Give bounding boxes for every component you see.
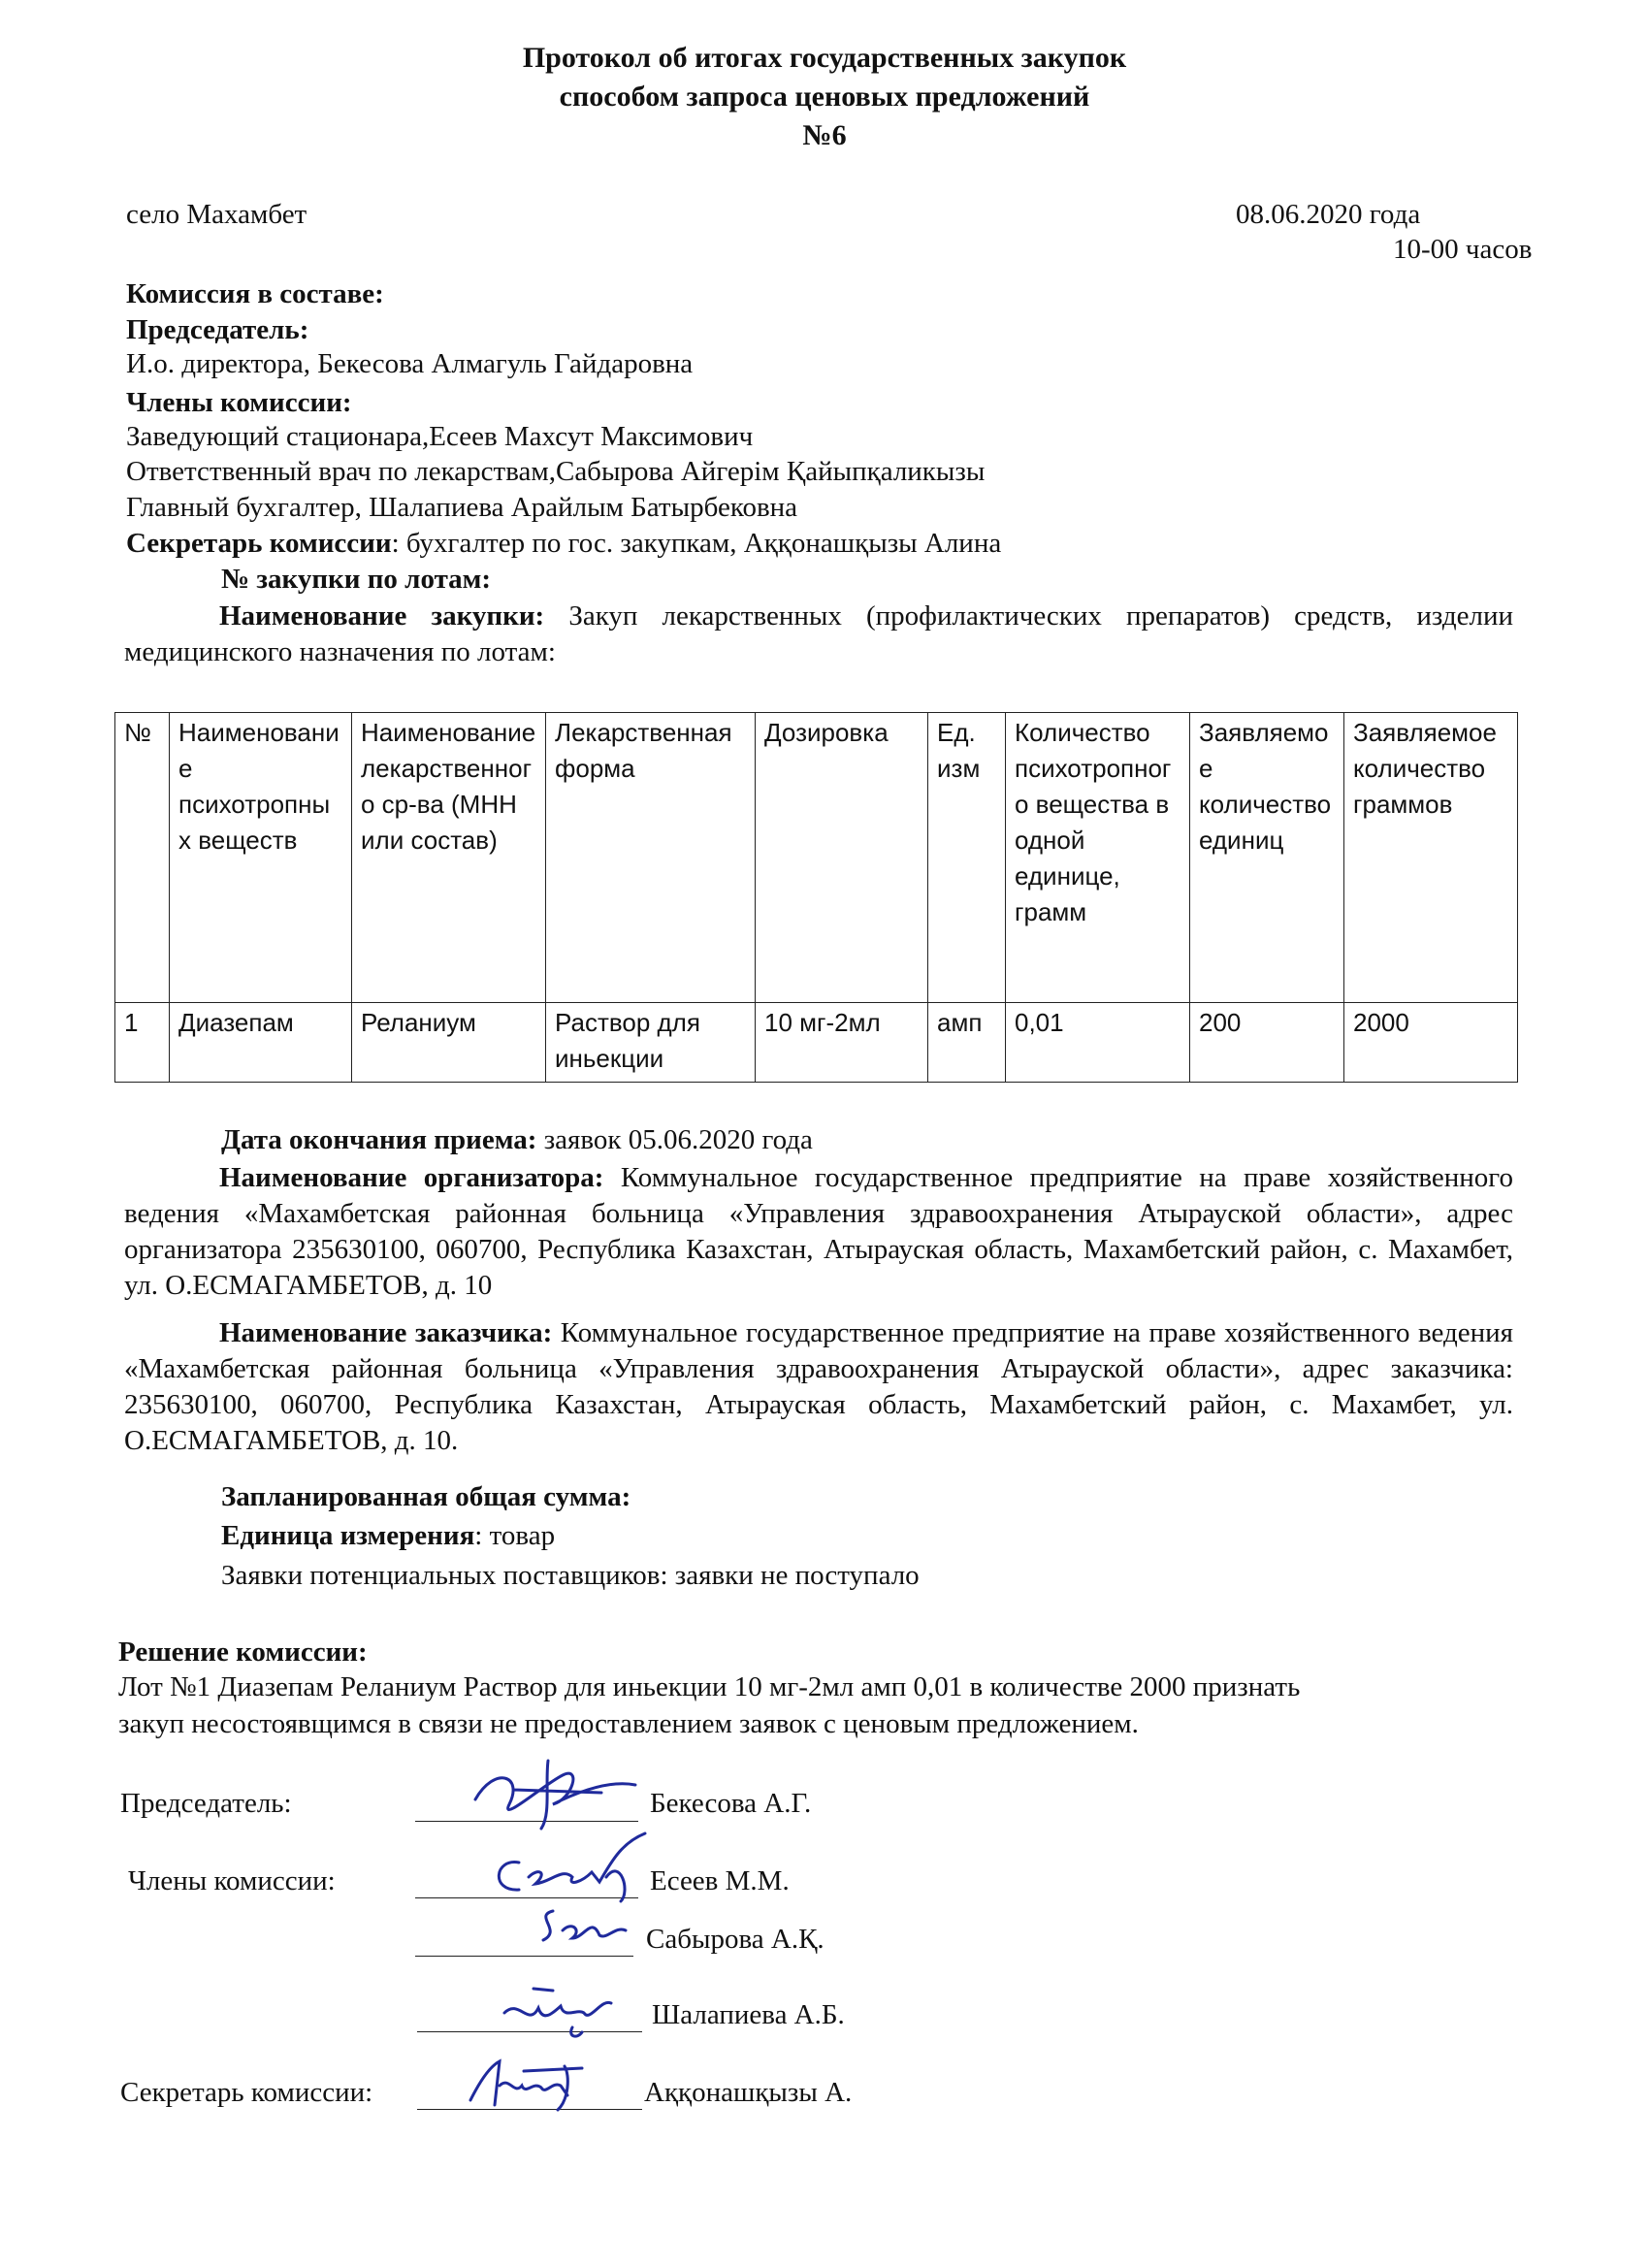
member-1: Заведующий стационара,Есеев Махсут Максимович [126,421,754,452]
member-3: Главный бухгалтер, Шалапиева Арайлым Батырбековна [126,492,798,523]
table-header-cell: Лекарственная форма [546,713,756,1003]
table-cell: 2000 [1344,1002,1518,1082]
signature-members-label: Члены комиссии: [128,1865,336,1896]
signature-member3-name: Шалапиева А.Б. [652,1999,845,2030]
signature-chair-label: Председатель: [120,1788,292,1819]
table-header-cell: Наименование психотропных веществ [170,713,352,1003]
signature-secretary-label: Секретарь комиссии: [120,2077,373,2108]
table-header-row [115,713,1518,1003]
customer: Коммунальное государственное предприятие на праве хозяйственного ведения «Махамбетская районная больница «Управления здравоохранения Атырауской области», адрес заказчика: 235630100, 060700, Республика Казахстан, Атырауская область, Махамбетский район, с. Махамбет, ул. О.ЕСМАГАМБЕТОВ, д. 10. [124,1317,1513,1456]
table-header-cell: Ед. изм [928,713,1006,1003]
deadline: заявок 05.06.2020 года [536,1124,813,1155]
date: 08.06.2020 года [1236,199,1421,230]
place: село Махамбет [126,199,307,230]
decision-line-1: Лот №1 Диазепам Реланиум Раствор для иньекции 10 мг-2мл амп 0,01 в количестве 2000 признать [118,1671,1301,1702]
table-cell: 10 мг-2мл [756,1002,928,1082]
signature-secretary-name: Аққонашқызы А. [644,2077,853,2108]
commission-heading: Комиссия в составе: [126,278,384,309]
customer-label: Наименование заказчика: [219,1317,553,1348]
lots-label: № закупки по лотам: [221,564,492,595]
secretary-line [126,527,1001,560]
table-header-cell: Заявляемое количество граммов [1344,713,1518,1003]
document-title-number: №6 [802,119,847,151]
members-label: Члены комиссии: [126,387,352,418]
secretary-signature [456,2047,601,2124]
table-header-cell: Количество психотропного вещества в одной единице, грамм [1006,713,1190,1003]
purchase-name-label: Наименование закупки: [219,600,545,632]
customer-paragraph [124,1315,1513,1459]
table-cell: Раствор для иньекции [546,1002,756,1082]
deadline-label: Дата окончания приема: [221,1124,537,1155]
member3-signature [485,1969,630,2047]
document-title-line1: Протокол об итогах государственных закупок [522,42,1127,74]
secretary: : бухгалтер по гос. закупкам, Аққонашқызы Алина [391,528,1002,559]
signature-member2-name: Сабырова А.Қ. [646,1924,824,1955]
table-cell: Реланиум [352,1002,546,1082]
time: 10-00 часов [1393,234,1533,265]
document-title-line2: способом запроса ценовых предложений [559,81,1090,113]
unit: : товар [474,1520,556,1551]
secretary-label: Секретарь комиссии [126,528,392,559]
member-2: Ответственный врач по лекарствам,Сабырова Айгерім Қайыпқаликызы [126,456,986,487]
applications: Заявки потенциальных поставщиков: заявки не поступало [221,1560,920,1591]
table-cell: Диазепам [170,1002,352,1082]
deadline-line [221,1123,813,1156]
signature-chair-name: Бекесова А.Г. [650,1788,812,1819]
decision-heading: Решение комиссии: [118,1636,368,1668]
table-cell: амп [928,1002,1006,1082]
chair: И.о. директора, Бекесова Алмагуль Гайдаровна [126,348,694,379]
organizer: Коммунальное государственное предприятие на праве хозяйственного ведения «Махамбетская районная больница «Управления здравоохранения Атырауской области», адрес организатора 235630100, 060700, Республика Казахстан, Атырауская область, Махамбетский район, с. Махамбет, ул. О.ЕСМАГАМБЕТОВ, д. 10 [124,1162,1513,1301]
table-row [115,1002,1518,1082]
purchase-name-paragraph [124,599,1513,670]
member2-signature [524,1892,640,1960]
table-cell: 1 [115,1002,170,1082]
table-cell: 0,01 [1006,1002,1190,1082]
chair-signature [456,1746,650,1833]
signature-member1-name: Есеев М.М. [650,1865,790,1896]
table-header-cell: Наименование лекарственного ср-ва (МНН или состав) [352,713,546,1003]
chair-label: Председатель: [126,314,309,345]
table-header-cell: № [115,713,170,1003]
organizer-label: Наименование организатора: [219,1162,604,1193]
table-cell: 200 [1190,1002,1344,1082]
table-header-cell: Заявляемое количество единиц [1190,713,1344,1003]
table-header-cell: Дозировка [756,713,928,1003]
planned-sum-label: Запланированная общая сумма: [221,1481,631,1512]
decision-line-2: закуп несостоявщимся в связи не предоставлением заявок с ценовым предложением. [118,1708,1139,1739]
unit-label: Единица измерения [221,1520,475,1551]
unit-line [221,1519,555,1552]
purchase-name: Закуп лекарственных (профилактических препаратов) средств, изделии медицинского назначения по лотам: [124,600,1513,667]
organizer-paragraph [124,1160,1513,1304]
lots-table [114,712,1518,1083]
